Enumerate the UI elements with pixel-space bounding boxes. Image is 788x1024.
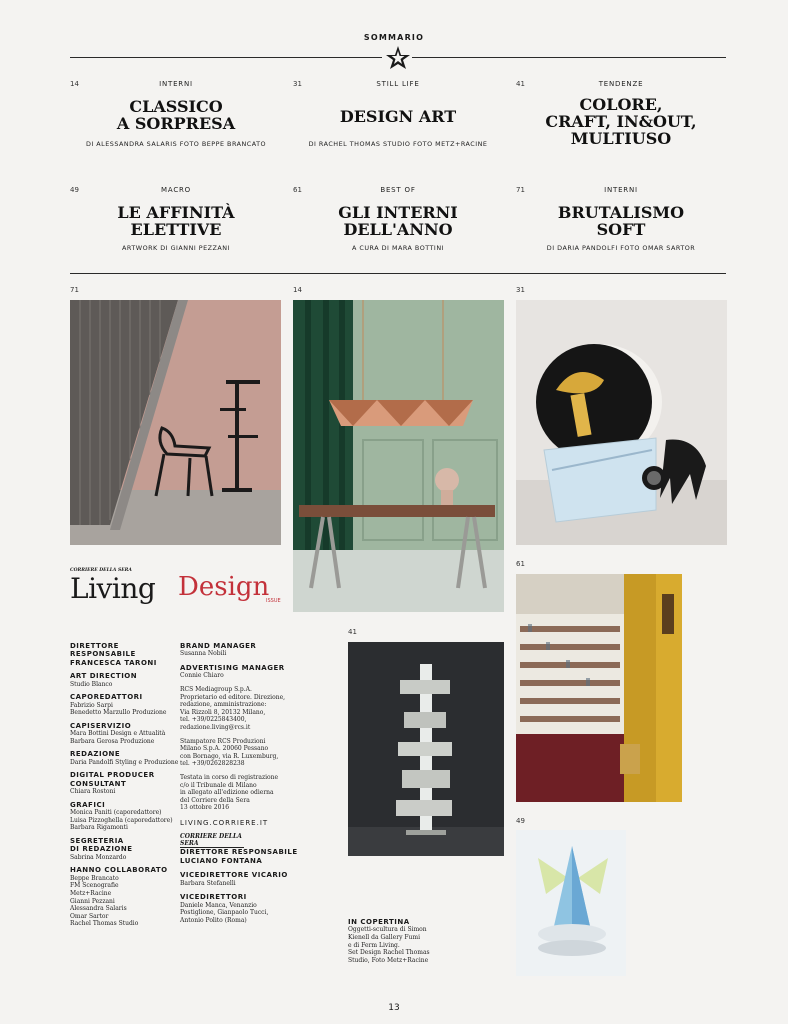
article-page-number: 49 (70, 186, 79, 194)
photo-design-art[interactable] (516, 300, 727, 545)
credit-name: Metz+Racine (70, 890, 112, 897)
cover-lines: Oggetti-scultura di Simon Kienell da Gallery Fumi e di Ferm Living. Set Design Rachel Thomas Studio, Foto Metz+Racine (348, 926, 430, 964)
credit-name: Studio Blanco (70, 680, 113, 688)
credit-name: Fabrizio Sarpi (70, 701, 113, 709)
photo-classico-interior[interactable] (293, 300, 504, 612)
credit-name: Chiara Rostoni (70, 788, 116, 796)
article-title[interactable]: DESIGN ART (339, 107, 457, 126)
corriere-director-name: LUCIANO FONTANA (180, 856, 263, 865)
article-title[interactable]: CLASSICO A SORPRESA (116, 97, 236, 133)
article-section: INTERNI (604, 186, 638, 194)
vicedirectors-names: Daniele Manca, Venanzio Postiglione, Gianpaolo Tucci, Antonio Polito (Roma) (180, 901, 269, 924)
article-page-number: 71 (516, 186, 525, 194)
brand-manager-head: BRAND MANAGER (180, 642, 257, 650)
article-byline: DI DARIA PANDOLFI FOTO OMAR SARTOR (546, 244, 696, 252)
website-link[interactable]: LIVING.CORRIERE.IT (180, 818, 269, 827)
logo-corriere: CORRIERE DELLA SERA (70, 568, 132, 573)
article-byline: A CURA DI MARA BOTTINI (352, 244, 444, 252)
star-icon (385, 45, 411, 71)
credit-heading: FRANCESCA TARONI (70, 658, 157, 667)
corriere-logo: CORRIERE DELLA SERA (180, 833, 244, 848)
photo-page-number: 41 (348, 628, 357, 636)
logo-issue: ISSUE (266, 598, 281, 604)
corriere-director-head: DIRETTORE RESPONSABILE (180, 848, 298, 857)
article-page-number: 41 (516, 80, 525, 88)
photo-page-number: 31 (516, 286, 525, 294)
article-page-number: 61 (293, 186, 302, 194)
credit-heading: DI REDAZIONE (70, 845, 133, 854)
article-section: INTERNI (159, 80, 193, 88)
credit-name: Barbara Rigamonti (70, 824, 128, 832)
cover-credit (348, 918, 498, 964)
credit-heading: SEGRETERIA (70, 837, 124, 845)
credit-heading: DIRETTORE RESPONSABILE (70, 642, 136, 659)
printer-info: Stampatore RCS Produzioni Milano S.p.A. 20060 Pessano con Bornago, via R. Luxemburg, tel. +39/0262828238 (180, 737, 279, 768)
masthead-logo (70, 568, 290, 618)
photo-page-number: 14 (293, 286, 302, 294)
logo-design: Design (178, 572, 270, 602)
credit-name: Mara Bottini Design e Attualità (70, 730, 166, 738)
photo-best-of-library[interactable] (516, 574, 682, 802)
credit-heading: CAPOREDATTORI (70, 693, 143, 702)
credit-heading: DIGITAL PRODUCER (70, 771, 155, 780)
article-byline: DI RACHEL THOMAS STUDIO FOTO METZ+RACINE (308, 140, 488, 148)
article-section: BEST OF (380, 186, 416, 194)
article-title[interactable]: GLI INTERNI DELL'ANNO (338, 203, 458, 239)
credit-name: FM Scenografie (70, 882, 119, 890)
credit-name: Benedetto Marzullo Produzione (70, 709, 167, 717)
article-title[interactable]: COLORE, CRAFT, IN&OUT, MULTIUSO (545, 95, 697, 148)
credits-left (70, 642, 185, 933)
credit-name: Daria Pandolfi Styling e Produzione (70, 758, 179, 766)
credit-name: Omar Sartor (70, 912, 109, 920)
credit-name: Barbara Gerosa Produzione (70, 737, 155, 745)
credit-name: Beppe Brancato (70, 874, 119, 882)
cover-head: IN COPERTINA (348, 918, 410, 926)
article-section: TENDENZE (598, 80, 644, 88)
credit-name: Alessandra Salaris (70, 905, 127, 913)
credit-name: Luisa Pizzoghella (caporedattore) (70, 816, 173, 824)
article-byline: DI ALESSANDRA SALARIS FOTO BEPPE BRANCATO (85, 140, 267, 148)
brand-manager-name: Susanna Nobili (180, 650, 227, 658)
photo-macro-sculpture[interactable] (516, 830, 626, 976)
credit-heading: CONSULTANT (70, 779, 127, 788)
vicedirector-head: VICEDIRETTORE VICARIO (180, 871, 288, 880)
credits-right (180, 642, 330, 924)
advertising-manager-name: Connie Chiaro (180, 672, 224, 680)
photo-page-number: 49 (516, 817, 525, 825)
credit-heading: CAPISERVIZIO (70, 721, 132, 730)
registration-info: Testata in corso di registrazione c/o il Tribunale di Milano in allegato all'edizione odierna del Corriere della Sera 13 ottobre 2016 (180, 773, 279, 812)
page-number: 13 (388, 1003, 400, 1013)
photo-brutalismo-interior[interactable] (70, 300, 281, 545)
divider-rule (70, 273, 726, 274)
section-header (0, 0, 788, 70)
vicedirector-name: Barbara Stefanelli (180, 879, 236, 887)
article-section: MACRO (161, 186, 191, 194)
credit-name: Rachel Thomas Studio (70, 920, 139, 928)
header-rule-left (70, 57, 382, 58)
photo-page-number: 71 (70, 286, 79, 294)
logo-living: Living (70, 572, 156, 605)
credit-name: Monica Paniti (caporedattore) (70, 809, 162, 817)
vicedirectors-head: VICEDIRETTORI (180, 893, 247, 902)
photo-page-number: 61 (516, 560, 525, 568)
article-section: STILL LIFE (376, 80, 420, 88)
credit-name: Gianni Pezzani (70, 897, 115, 905)
credit-name: Sabrina Monzardo (70, 853, 127, 861)
article-byline: ARTWORK DI GIANNI PEZZANI (122, 244, 230, 252)
publisher-info: RCS Mediagroup S.p.A. Proprietario ed editore. Direzione, redazione, amministrazione: Via Rizzoli 8, 20132 Milano, tel. +39/0225843400, redazione.living@rcs.it (180, 686, 286, 731)
credit-heading: GRAFICI (70, 800, 106, 809)
photo-tendenze-bookcase[interactable] (348, 642, 504, 856)
advertising-manager-head: ADVERTISING MANAGER (180, 664, 285, 672)
article-title[interactable]: LE AFFINITÀ ELETTIVE (117, 203, 235, 239)
credit-heading: REDAZIONE (70, 750, 121, 759)
credit-heading: HANNO COLLABORATO (70, 866, 168, 875)
article-page-number: 14 (70, 80, 79, 88)
header-label: SOMMARIO (363, 33, 425, 42)
credit-heading: ART DIRECTION (70, 672, 138, 681)
article-page-number: 31 (293, 80, 302, 88)
article-title[interactable]: BRUTALISMO SOFT (557, 203, 685, 239)
header-rule-right (412, 57, 726, 58)
